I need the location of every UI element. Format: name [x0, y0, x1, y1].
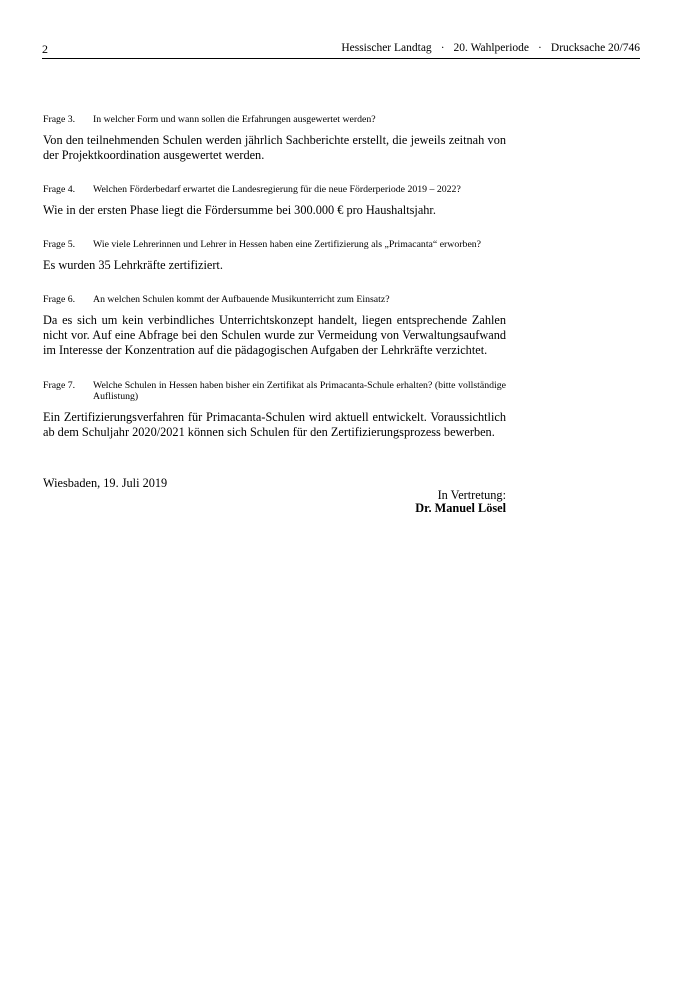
- deputy-note: In Vertretung:: [437, 488, 506, 502]
- printed-matter-number: Drucksache 20/746: [550, 42, 640, 54]
- question-label: Frage 4.: [43, 184, 76, 196]
- answer-text: Von den teilnehmenden Schulen werden jährlich Sachberichte erstellt, die jeweils zeitnah von der Projektkoordination ausgewertet werden.: [43, 133, 506, 162]
- question: [43, 114, 506, 125]
- header-separator: ·: [440, 42, 445, 54]
- legislative-period: 20. Wahlperiode: [453, 42, 530, 54]
- question-label: Frage 7.: [43, 380, 76, 392]
- qa-item-3: [43, 114, 506, 162]
- question-text: Wie viele Lehrerinnen und Lehrer in Hessen haben eine Zertifizierung als „Primacanta“ erworben?: [93, 238, 482, 250]
- question: [43, 239, 506, 250]
- answer-text: Ein Zertifizierungsverfahren für Primacanta-Schulen wird aktuell entwickelt. Voraussichtlich ab dem Schuljahr 2020/2021 können sich Schulen für den Zertifizierungsprozess bewerben.: [43, 410, 506, 439]
- question-label: Frage 5.: [43, 238, 76, 250]
- question-label: Frage 3.: [43, 114, 76, 125]
- header-separator: ·: [538, 42, 542, 54]
- page-number: 2: [42, 42, 48, 56]
- qa-item-7: [43, 380, 506, 439]
- question: [43, 184, 506, 195]
- qa-item-4: [43, 184, 506, 218]
- question-text: In welcher Form und wann sollen die Erfahrungen ausgewertet werden?: [93, 114, 376, 125]
- signer-name: Dr. Manuel Lösel: [415, 501, 506, 515]
- question-text: An welchen Schulen kommt der Aufbauende Musikunterricht zum Einsatz?: [93, 294, 390, 306]
- qa-content: [43, 114, 506, 439]
- question-text: Welche Schulen in Hessen haben bisher ein Zertifikat als Primacanta-Schule erhalten? (bitte vollständige Auflistung): [93, 380, 506, 403]
- answer-text: Wie in der ersten Phase liegt die Fördersumme bei 300.000 € pro Haushaltsjahr.: [43, 203, 436, 218]
- answer-text: Da es sich um kein verbindliches Unterrichtskonzept handelt, liegen entsprechende Zahlen nicht vor. Auf eine Abfrage bei den Schulen wurde zur Vermeidung von Verwaltungsaufwand im Interesse der Konzentration auf die pädagogischen Aufgaben der Lehrkräfte verzichtet.: [43, 313, 506, 357]
- running-header: [341, 42, 640, 54]
- place-and-date: Wiesbaden, 19. Juli 2019: [43, 476, 168, 490]
- question-label: Frage 6.: [43, 294, 76, 306]
- qa-item-6: [43, 294, 506, 357]
- answer-text: Es wurden 35 Lehrkräfte zertifiziert.: [43, 257, 223, 272]
- page-header: [42, 40, 640, 59]
- signature-block: [415, 489, 506, 515]
- question: [43, 294, 506, 305]
- parliament-name: Hessischer Landtag: [341, 42, 432, 54]
- question: [43, 380, 506, 402]
- question-text: Welchen Förderbedarf erwartet die Landesregierung für die neue Förderperiode 2019 – 2022?: [93, 184, 461, 196]
- qa-item-5: [43, 239, 506, 273]
